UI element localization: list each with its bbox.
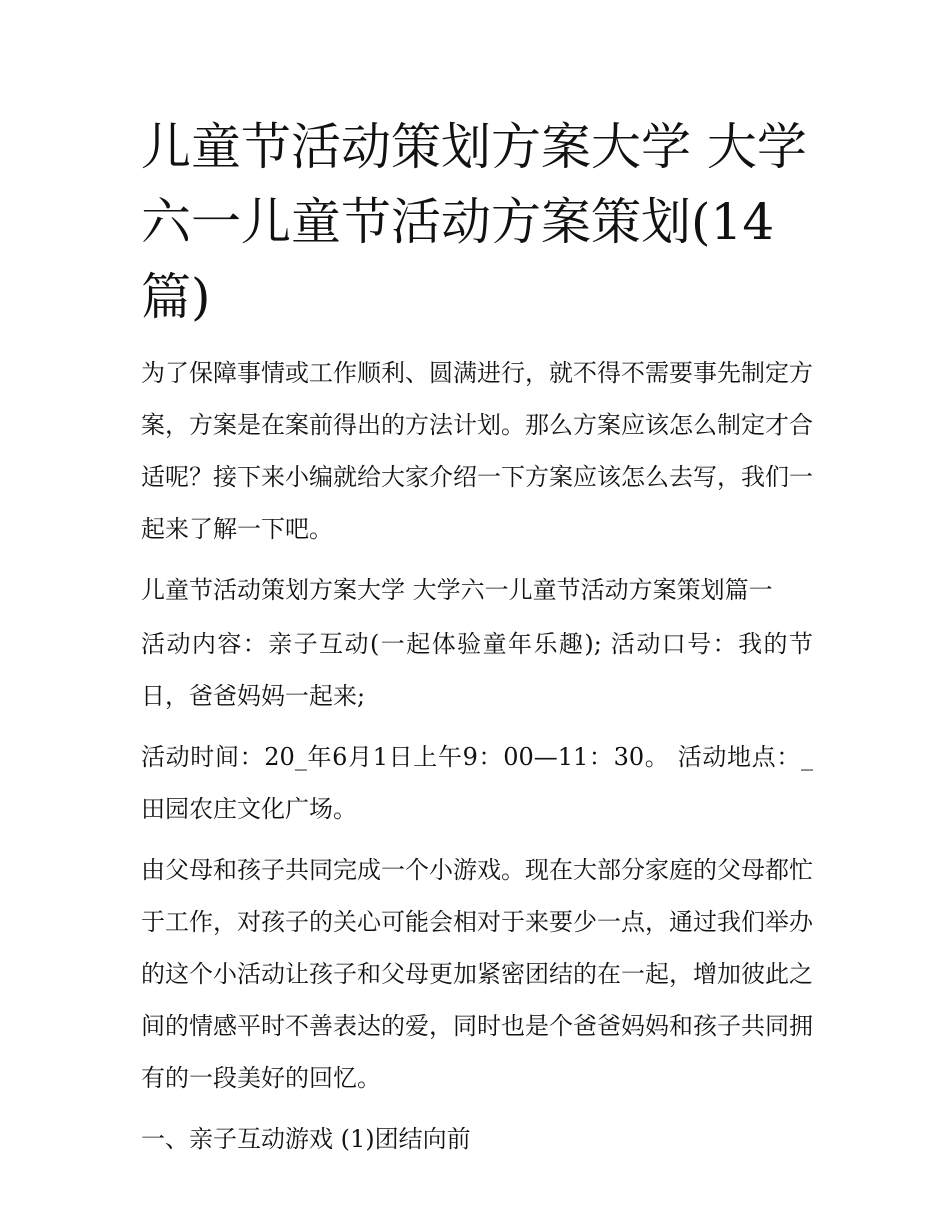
section-heading: 儿童节活动策划方案大学 大学六一儿童节活动方案策划篇一 — [141, 576, 773, 604]
document-page — [141, 110, 813, 1174]
activity-content-paragraph: 活动内容：亲子互动(一起体验童年乐趣); 活动口号：我的节日，爸爸妈妈一起来; — [141, 630, 813, 710]
game-heading-paragraph: 一、亲子互动游戏 (1)团结向前 — [141, 1125, 471, 1153]
intro-paragraph: 为了保障事情或工作顺利、圆满进行，就不得不需要事先制定方案，方案是在案前得出的方法计划。那么方案应该怎么制定才合适呢？接下来小编就给大家介绍一下方案应该怎么去写，我们一起来了解一下吧。 — [141, 359, 813, 543]
activity-time-paragraph: 活动时间：20_年6月1日上午9：00—11：30。 活动地点：_田园农庄文化广场。 — [141, 743, 813, 823]
activity-description-paragraph: 由父母和孩子共同完成一个小游戏。现在大部分家庭的父母都忙于工作，对孩子的关心可能会相对于来要少一点，通过我们举办的这个小活动让孩子和父母更加紧密团结的在一起，增加彼此之间的情感平时不善表达的爱，同时也是个爸爸妈妈和孩子共同拥有的一段美好的回忆。 — [141, 856, 813, 1092]
document-title: 儿童节活动策划方案大学 大学六一儿童节活动方案策划(14篇) — [141, 118, 807, 326]
